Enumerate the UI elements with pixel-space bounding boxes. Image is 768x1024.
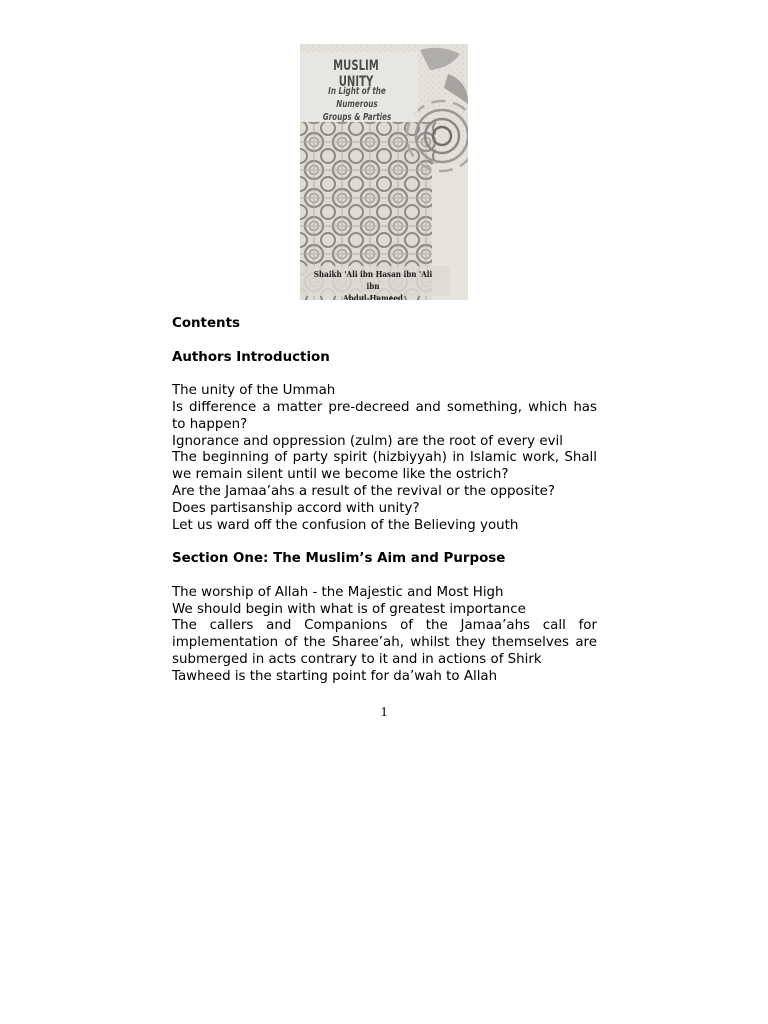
- contents-entry: We should begin with what is of greatest importance: [172, 601, 526, 617]
- spacer: [172, 366, 597, 383]
- cover-subtitle: [316, 85, 398, 124]
- contents-entry: Ignorance and oppression (zulm) are the root of every evil: [172, 433, 563, 449]
- cover-subtitle-line: Groups & Parties: [322, 112, 392, 123]
- contents-entry: Does partisanship accord with unity?: [172, 500, 420, 516]
- contents-entry: The worship of Allah - the Majestic and Most High: [172, 584, 504, 600]
- spacer: [172, 534, 597, 551]
- section-one-heading: Section One: The Muslim’s Aim and Purpose: [172, 551, 506, 567]
- contents-entry: The unity of the Ummah: [172, 383, 336, 399]
- contents-entry: Are the Jamaa’ahs a result of the revival or the opposite?: [172, 483, 555, 499]
- cover-title: MUSLIM UNITY: [333, 58, 379, 90]
- contents-heading: Contents: [172, 316, 240, 331]
- page-number: 1: [380, 705, 388, 720]
- cover-subtitle-line: In Light of the Numerous: [328, 86, 386, 110]
- introduction-list: [172, 383, 597, 534]
- contents-entry: Let us ward off the confusion of the Believing youth: [172, 517, 519, 533]
- cover-author-line: Shaikh 'Ali ibn Hasan ibn 'Ali ibn: [313, 269, 433, 291]
- contents-entry: The callers and Companions of the Jamaa’ahs call for implementation of the Sharee’ah, whilst they themselves are submerged in acts contrary to it and in actions of Shirk: [172, 618, 597, 667]
- spacer: [172, 568, 597, 585]
- cover-author-line: Abdul-Hameed: [343, 293, 403, 300]
- contents-entry: Tawheed is the starting point for da’wah to Allah: [172, 668, 498, 684]
- section-one-list: [172, 585, 597, 686]
- cover-author: [307, 268, 438, 300]
- contents-column: [172, 316, 597, 686]
- spacer: [172, 333, 597, 350]
- book-cover: [300, 44, 468, 300]
- contents-entry: Is difference a matter pre-decreed and something, which has to happen?: [172, 399, 597, 432]
- introduction-heading: Authors Introduction: [172, 349, 330, 365]
- contents-entry: The beginning of party spirit (hizbiyyah) in Islamic work, Shall we remain silent until we become like the ostrich?: [172, 450, 597, 483]
